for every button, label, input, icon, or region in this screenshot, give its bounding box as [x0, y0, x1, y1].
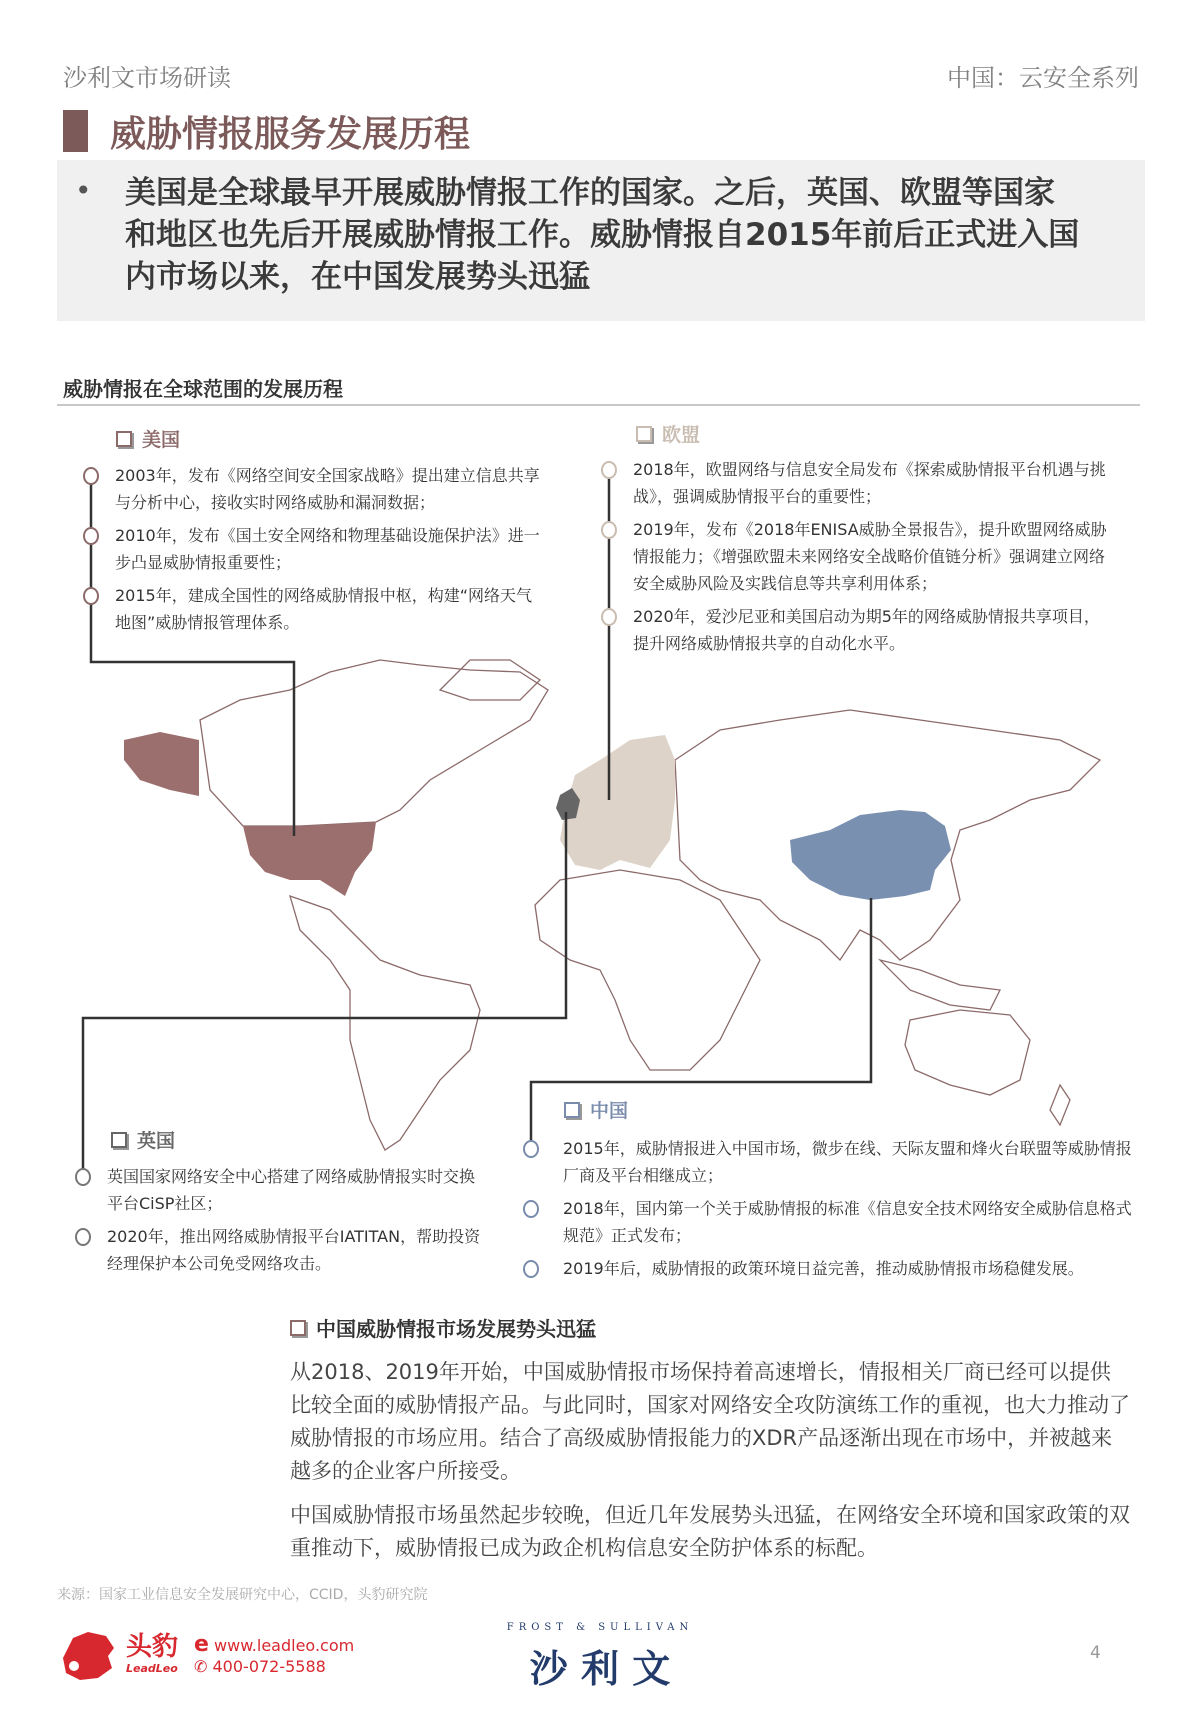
china-region: [790, 810, 951, 900]
timeline-text: 2020年，爱沙尼亚和美国启动为期5年的网络威胁情报共享项目，提升网络威胁情报共享的自动化水平。: [633, 607, 1100, 653]
checkbox-icon: [116, 431, 132, 447]
timeline-item: [523, 1255, 1143, 1282]
timeline-text: 2019年后，威胁情报的政策环境日益完善，推动威胁情报市场稳健发展。: [563, 1259, 1084, 1278]
timeline-item: [75, 1223, 485, 1277]
timeline-node-icon: [601, 461, 617, 479]
timeline-item: [83, 522, 543, 576]
usa-region-mainland: [243, 822, 376, 896]
china-timeline: [523, 1135, 1143, 1282]
eu-timeline: [601, 456, 1111, 657]
section-heading: [290, 1313, 596, 1342]
region-label: 美国: [142, 429, 181, 451]
timeline-node-icon: [83, 527, 99, 545]
timeline-item: [601, 516, 1111, 597]
timeline-text: 2015年，建成全国性的网络威胁情报中枢，构建“网络天气地图”威胁情报管理体系。: [115, 586, 533, 632]
timeline-item: [83, 462, 543, 516]
leadleo-name: 头豹: [126, 1632, 179, 1662]
paragraph: 中国威胁情报市场虽然起步较晚，但近几年发展势头迅猛，在网络安全环境和国家政策的双重推动下，威胁情报已成为政企机构信息安全防护体系的标配。: [290, 1503, 1130, 1560]
frost-sullivan-en: FROST & SULLIVAN: [506, 1622, 694, 1633]
page-title: 威胁情报服务发展历程: [110, 114, 471, 155]
summary-text: 美国是全球最早开展威胁情报工作的国家。之后，英国、欧盟等国家和地区也先后开展威胁情报工作。威胁情报自2015年前后正式进入国内市场以来，在中国发展势头迅猛: [125, 175, 1080, 295]
timeline-item: [83, 582, 543, 636]
timeline-node-icon: [75, 1168, 91, 1186]
timeline-node-icon: [523, 1260, 539, 1278]
website-text: www.leadleo.com: [214, 1636, 355, 1655]
timeline-node-icon: [83, 467, 99, 485]
source-note: 来源：国家工业信息安全发展研究中心，CCID，头豹研究院: [57, 1587, 428, 1603]
region-heading-usa: [116, 425, 180, 452]
phone-icon: ✆: [194, 1657, 208, 1676]
leadleo-name-en: LeadLeo: [126, 1662, 178, 1675]
page-number: 4: [1090, 1643, 1101, 1663]
checkbox-icon: [564, 1102, 580, 1118]
phone: [194, 1657, 326, 1676]
leadleo-logo-icon: [58, 1628, 118, 1683]
timeline-node-icon: [523, 1140, 539, 1158]
timeline-item: [601, 456, 1111, 510]
timeline-node-icon: [601, 608, 617, 626]
uk-timeline: [75, 1163, 485, 1277]
region-heading-eu: [636, 420, 700, 447]
checkbox-icon: [290, 1320, 306, 1336]
web-icon: e: [194, 1632, 209, 1657]
timeline-text: 2020年，推出网络威胁情报平台IATITAN，帮助投资经理保护本公司免受网络攻击。: [107, 1227, 481, 1273]
bullet-icon: •: [75, 174, 92, 207]
timeline-text: 2010年，发布《国土安全网络和物理基础设施保护法》进一步凸显威胁情报重要性；: [115, 526, 540, 572]
paragraph: 从2018、2019年开始，中国威胁情报市场保持着高速增长，情报相关厂商已经可以提供比较全面的威胁情报产品。与此同时，国家对网络安全攻防演练工作的重视，也大力推动了威胁情报的市场应用。结合了高级威胁情报能力的XDR产品逐渐出现在市场中，并被越来越多的企业客户所接受。: [290, 1360, 1130, 1483]
usa-timeline: [83, 462, 543, 636]
timeline-node-icon: [601, 521, 617, 539]
phone-text: 400-072-5588: [212, 1657, 326, 1676]
timeline-node-icon: [83, 587, 99, 605]
frost-sullivan-logo: 沙 利 文: [529, 1647, 671, 1691]
timeline-item: [75, 1163, 485, 1217]
section-heading-text: 中国威胁情报市场发展势头迅猛: [316, 1317, 596, 1341]
header-series: 中国：云安全系列: [947, 64, 1139, 92]
timeline-text: 2018年，国内第一个关于威胁情报的标准《信息安全技术网络安全威胁信息格式规范》正式发布；: [563, 1199, 1132, 1245]
timeline-text: 2018年，欧盟网络与信息安全局发布《探索威胁情报平台机遇与挑战》，强调威胁情报平台的重要性；: [633, 460, 1106, 506]
website-link[interactable]: [194, 1632, 354, 1657]
region-label: 中国: [590, 1100, 629, 1122]
timeline-text: 2019年，发布《2018年ENISA威胁全景报告》，提升欧盟网络威胁情报能力；《增强欧盟未来网络安全战略价值链分析》强调建立网络安全威胁风险及实践信息等共享利用体系；: [633, 520, 1107, 593]
timeline-item: [523, 1195, 1143, 1249]
timeline-text: 2003年，发布《网络空间安全国家战略》提出建立信息共享与分析中心，接收实时网络威胁和漏洞数据；: [115, 466, 540, 512]
figure-title: 威胁情报在全球范围的发展历程: [63, 377, 343, 401]
checkbox-icon: [636, 426, 652, 442]
region-heading-china: [564, 1096, 628, 1123]
timeline-node-icon: [523, 1200, 539, 1218]
region-label: 英国: [137, 1130, 176, 1152]
timeline-text: 英国国家网络安全中心搭建了网络威胁情报实时交换平台CiSP社区；: [107, 1167, 476, 1213]
timeline-item: [523, 1135, 1143, 1189]
region-label: 欧盟: [662, 424, 701, 446]
header-brand: 沙利文市场研读: [63, 64, 231, 92]
section-body: [290, 1356, 1130, 1576]
timeline-text: 2015年，威胁情报进入中国市场，微步在线、天际友盟和烽火台联盟等威胁情报厂商及平台相继成立；: [563, 1139, 1132, 1185]
usa-region: [124, 732, 199, 796]
checkbox-icon: [111, 1132, 127, 1148]
region-heading-uk: [111, 1126, 175, 1153]
continent-outlines: [200, 660, 1100, 1150]
timeline-item: [601, 603, 1111, 657]
timeline-node-icon: [75, 1228, 91, 1246]
